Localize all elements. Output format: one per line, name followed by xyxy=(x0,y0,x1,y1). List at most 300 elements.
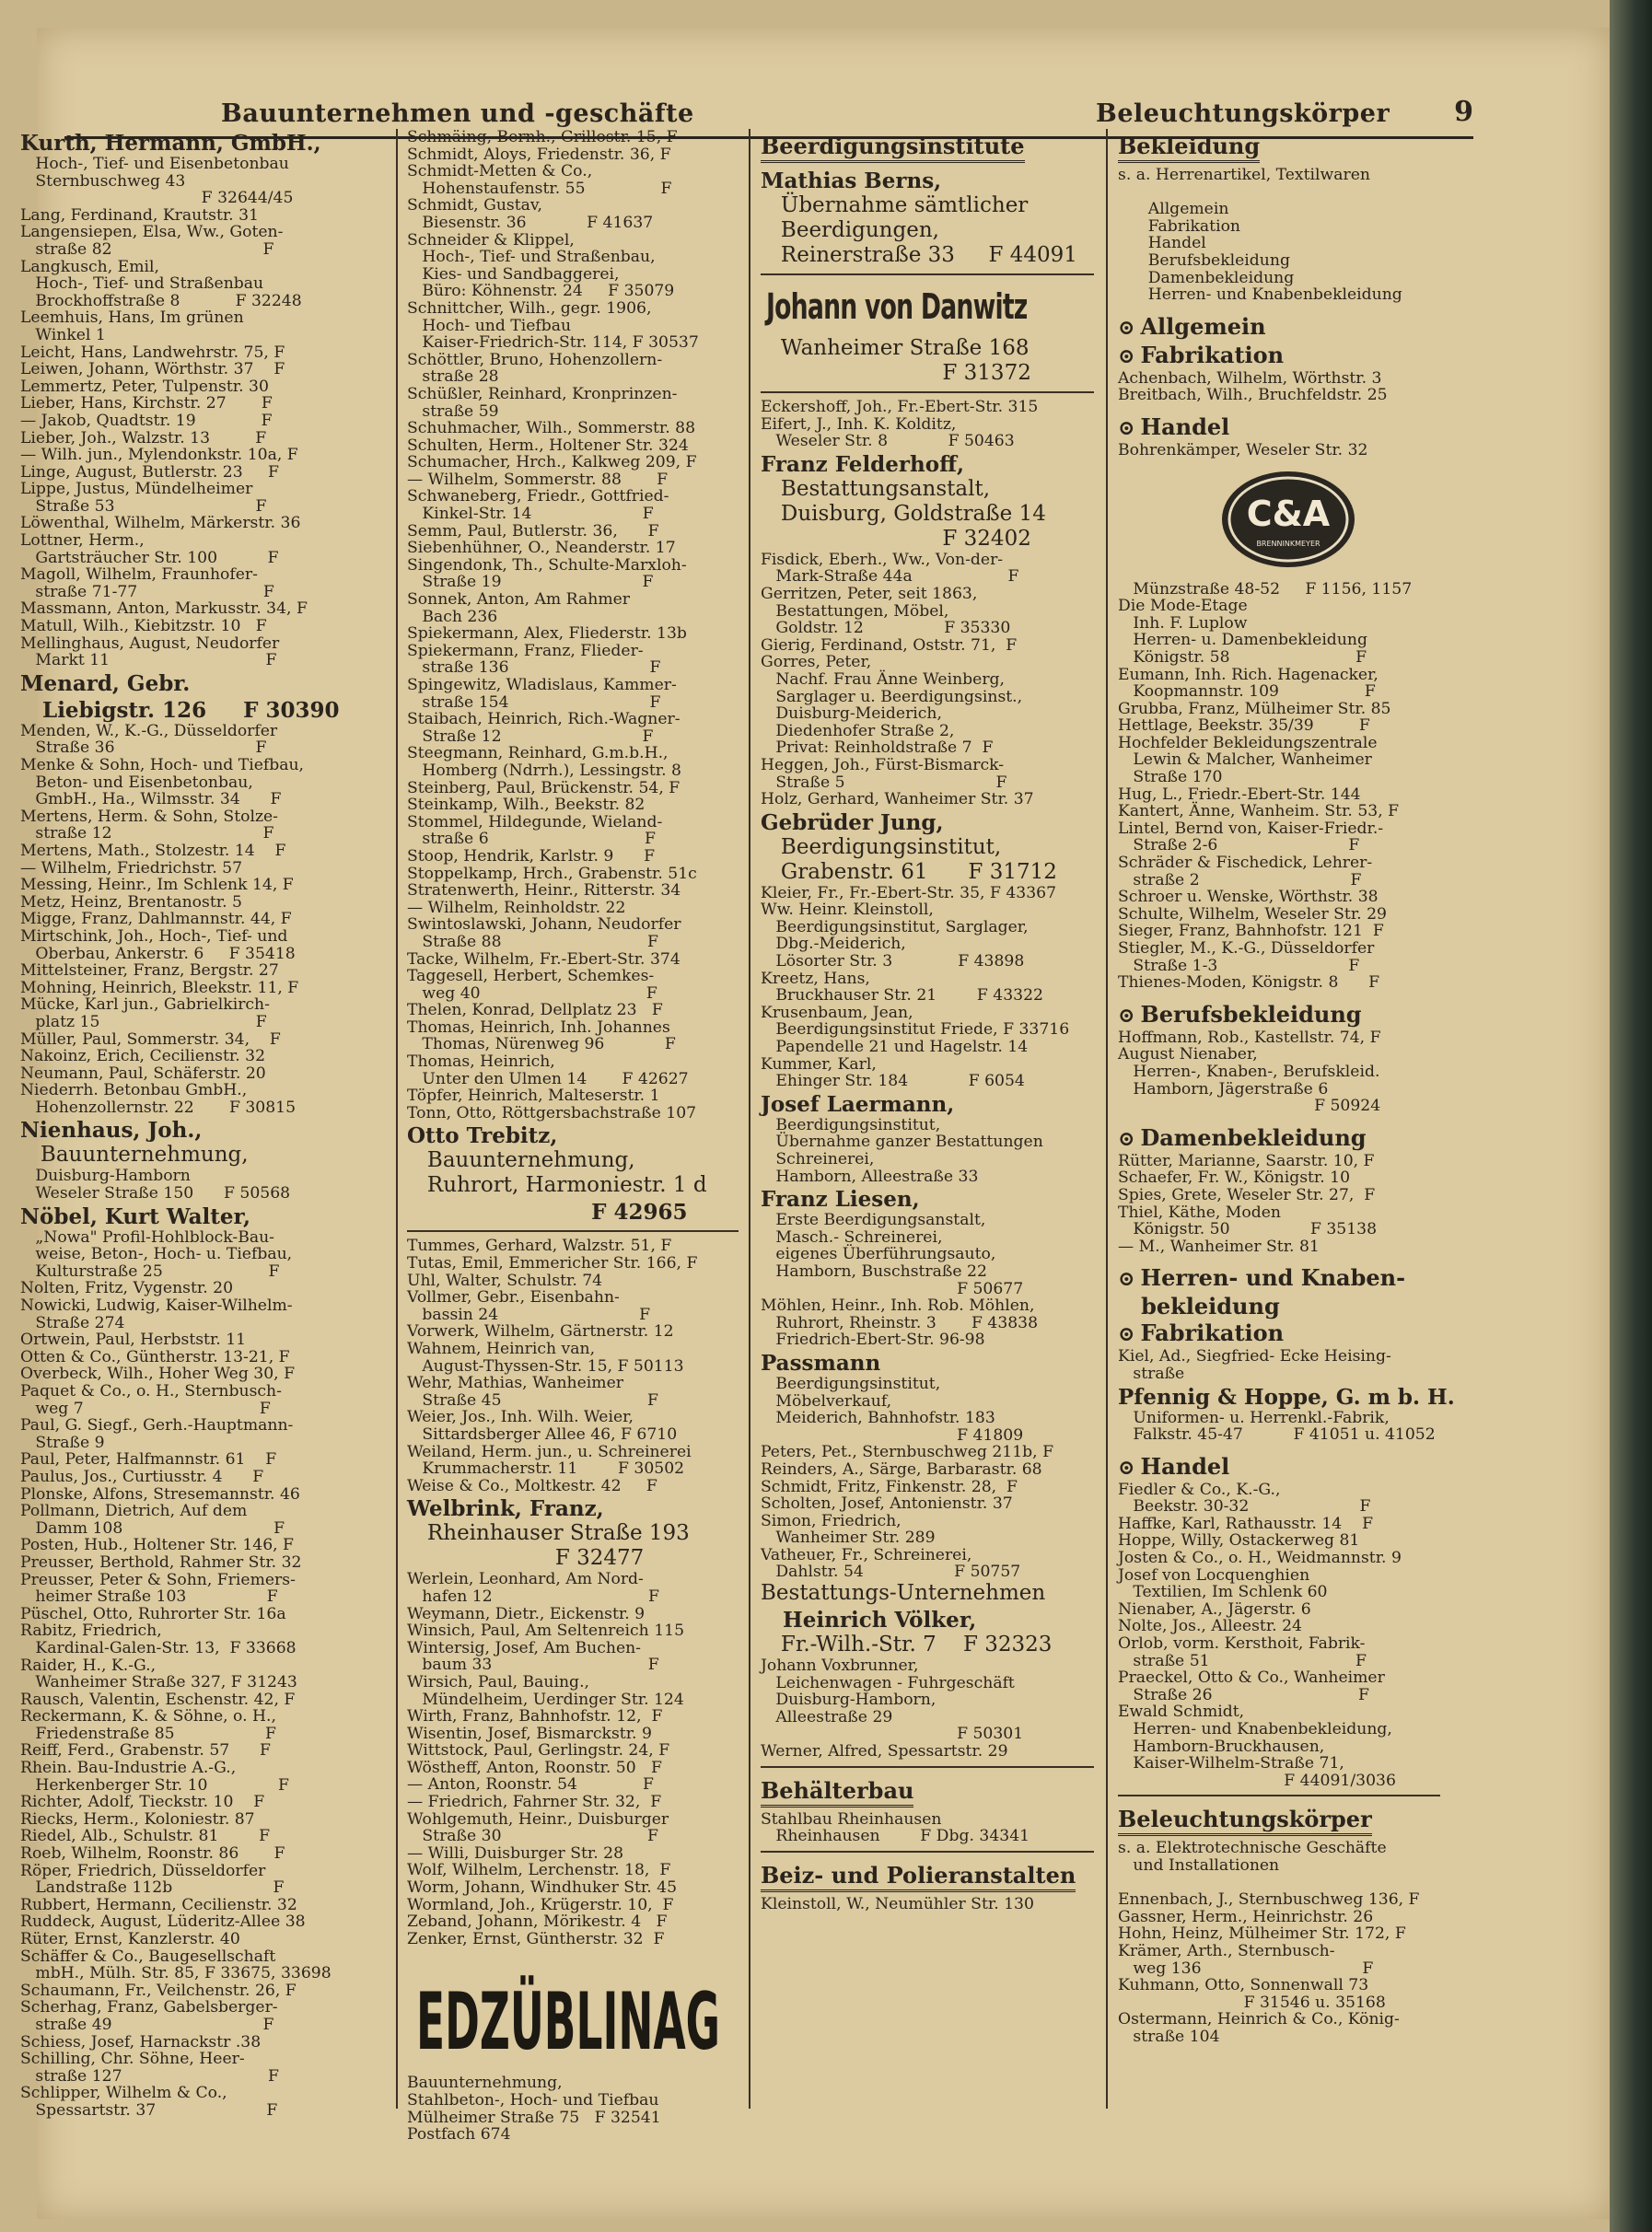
entry-line: Rheinhausen F Dbg. 34341 xyxy=(761,1827,1030,1846)
entry-line: Langensiepen, Elsa, Ww., Goten- xyxy=(20,223,284,242)
entry-line: Nachf. Frau Änne Weinberg, xyxy=(761,669,1006,689)
entry-line: Beerdigungsinstitut, xyxy=(761,1374,941,1393)
circle-dot-icon: ⊙ xyxy=(1118,415,1135,440)
entry-line: straße xyxy=(1118,1364,1185,1383)
entry-list xyxy=(1118,1482,1440,1790)
entry-line: Spiekermann, Alex, Fliederstr. 13b xyxy=(407,624,687,644)
subsection-heading: ⊙ Fabrikation xyxy=(1118,1319,1285,1347)
entry-line: Handel xyxy=(1118,234,1206,253)
subsection-heading: ⊙ Fabrikation xyxy=(1118,341,1285,368)
entry-line: GmbH., Ha., Wilmsstr. 34 F xyxy=(20,790,282,809)
entry-name: Nienhaus, Joh., xyxy=(20,1118,203,1144)
entry-list xyxy=(407,2075,739,2143)
entry-line: Winkel 1 xyxy=(20,325,106,344)
entry-line: Mohning, Heinrich, Bleekstr. 11, F xyxy=(20,978,299,997)
entry-line: Pollmann, Dietrich, Auf dem xyxy=(20,1502,248,1521)
entry-line: Stoppelkamp, Hrch., Grabenstr. 51c xyxy=(407,864,697,883)
entry-line: Schaefer, Fr. W., Königstr. 10 xyxy=(1118,1168,1351,1188)
entry-line: Herkenberger Str. 10 F xyxy=(20,1775,289,1795)
entry-line: — Wilhelm, Friedrichstr. 57 xyxy=(20,858,243,878)
entry-line: Kleier, Fr., Fr.-Ebert-Str. 35, F 43367 xyxy=(761,883,1057,902)
section-heading: Bekleidung xyxy=(1118,133,1260,163)
entry-line: weg 40 F xyxy=(407,983,657,1003)
entry-name: Passmann xyxy=(761,1350,881,1376)
circle-dot-icon: ⊙ xyxy=(1118,1267,1135,1292)
entry-line: Hamborn, Jägerstraße 6 xyxy=(1118,1079,1329,1099)
entry-line: Biesenstr. 36 F 41637 xyxy=(407,213,654,232)
entry-line: Beerdigungsinstitut Friede, F 33716 xyxy=(761,1020,1070,1040)
entry-line: hafen 12 F xyxy=(407,1587,659,1606)
entry-line: Sieger, Franz, Bahnhofstr. 121 F xyxy=(1118,922,1384,941)
section-heading: Beerdigungsinstitute xyxy=(761,133,1025,163)
entry-line: Straße 53 F xyxy=(20,496,267,516)
entry-line: Ruhrort, Harmoniestr. 1 d xyxy=(407,1173,707,1198)
entry-line: F 32402 xyxy=(761,526,1031,551)
entry-list xyxy=(20,131,389,2120)
divider xyxy=(1118,1795,1440,1796)
entry-line: Reiff, Ferd., Grabenstr. 57 F xyxy=(20,1741,271,1761)
entry-line: weise, Beton-, Hoch- u. Tiefbau, xyxy=(20,1245,293,1264)
entry-line: Eckershoff, Joh., Fr.-Ebert-Str. 315 xyxy=(761,398,1039,416)
entry-line: Josef von Locquenghien xyxy=(1118,1565,1310,1585)
entry-line: Wanheimer Straße 327, F 31243 xyxy=(20,1673,297,1692)
entry-line: Uniformen- u. Herrenkl.-Fabrik, xyxy=(1118,1408,1390,1427)
entry-line: Eifert, J., Inh. K. Kolditz, xyxy=(761,414,957,434)
entry-line: — M., Wanheimer Str. 81 xyxy=(1118,1237,1320,1256)
entry-line: straße 154 F xyxy=(407,692,661,712)
entry-name: Liebigstr. 126 F 30390 xyxy=(20,697,340,723)
entry-line: Straße 2-6 F xyxy=(1118,836,1360,855)
section-heading: Beiz- und Polieranstalten xyxy=(761,1862,1076,1892)
entry-line: und Installationen xyxy=(1118,1855,1280,1875)
entry-line: Schilling, Chr. Söhne, Heer- xyxy=(20,2050,245,2069)
entry-line: Krämer, Arth., Sternbusch- xyxy=(1118,1941,1335,1960)
header-left-title: Bauunternehmen und -geschäfte xyxy=(221,99,694,128)
entry-list xyxy=(761,1811,1094,1845)
entry-line: Unter den Ulmen 14 F 42627 xyxy=(407,1069,689,1088)
entry-line: Herren- und Knabenbekleidung, xyxy=(1118,1720,1392,1738)
entry-line: Kulturstraße 25 F xyxy=(20,1261,280,1281)
entry-line: Duisburg-Hamborn, xyxy=(761,1691,937,1710)
entry-line: Hoch-, Tief- und Straßenbau xyxy=(20,274,264,294)
entry-line: Staibach, Heinrich, Rich.-Wagner- xyxy=(407,710,681,729)
entry-line: Privat: Reinholdstraße 7 F xyxy=(761,738,994,758)
entry-line: Kaiser-Friedrich-Str. 114, F 30537 xyxy=(407,333,699,353)
entry-line: Worm, Johann, Windhuker Str. 45 xyxy=(407,1878,678,1898)
entry-line: Mertens, Herm. & Sohn, Stolze- xyxy=(20,807,278,826)
entry-name: Pfennig & Hoppe, G. m b. H. xyxy=(1118,1384,1455,1410)
entry-line: Singendonk, Th., Schulte-Marxloh- xyxy=(407,555,687,575)
danwitz-ad-title: Johann von Danwitz xyxy=(766,286,1028,327)
entry-line: Bauunternehmung, xyxy=(407,1148,635,1173)
entry-line: Müller, Paul, Sommerstr. 34, F xyxy=(20,1029,281,1049)
entry-line: Wanheimer Str. 289 xyxy=(761,1529,936,1548)
entry-line: Haffke, Karl, Rathausstr. 14 F xyxy=(1118,1514,1374,1533)
entry-line: — Friedrich, Fahrner Str. 32, F xyxy=(407,1793,662,1812)
entry-line: Weise & Co., Moltkestr. 42 F xyxy=(407,1476,657,1495)
entry-line: Peters, Pet., Sternbuschweg 211b, F xyxy=(761,1443,1054,1462)
entry-line: Nolten, Fritz, Vygenstr. 20 xyxy=(20,1279,234,1298)
entry-line: Markt 11 F xyxy=(20,651,277,670)
entry-line: Otten & Co., Güntherstr. 13-21, F xyxy=(20,1347,290,1366)
entry-line xyxy=(1118,184,1440,202)
entry-line: Linge, August, Butlerstr. 23 F xyxy=(20,462,279,482)
entry-line: Overbeck, Wilh., Hoher Weg 30, F xyxy=(20,1365,296,1384)
entry-name: Mathias Berns, xyxy=(761,169,942,193)
entry-line: Kuhmann, Otto, Sonnenwall 73 xyxy=(1118,1976,1369,1995)
subsection-heading: bekleidung xyxy=(1141,1293,1280,1320)
entry-name: F 42965 xyxy=(407,1200,688,1226)
entry-line: Töpfer, Heinrich, Malteserstr. 1 xyxy=(407,1087,660,1106)
entry-line: straße 12 F xyxy=(20,824,274,843)
entry-line: Dbg.-Meiderich, xyxy=(761,935,906,954)
entry-line: straße 51 F xyxy=(1118,1651,1367,1670)
entry-line: Sonnek, Anton, Am Rahmer xyxy=(407,590,631,610)
entry-line: Wehr, Mathias, Wanheimer xyxy=(407,1374,623,1393)
entry-line: Krusenbaum, Jean, xyxy=(761,1003,913,1022)
entry-line: Straße 30 F xyxy=(407,1827,658,1846)
entry-line: eigenes Überführungsauto, xyxy=(761,1245,996,1264)
subsection-heading: ⊙ Berufsbekleidung xyxy=(1118,1000,1362,1028)
entry-line: Langkusch, Emil, xyxy=(20,257,159,276)
entry-line: Straße 1-3 F xyxy=(1118,956,1360,975)
entry-line: Ww. Heinr. Kleinstoll, xyxy=(761,901,934,920)
entry-line: Bach 236 xyxy=(407,607,498,626)
entry-line: Hohenzollernstr. 22 F 30815 xyxy=(20,1098,297,1117)
entry-line: Tutas, Emil, Emmericher Str. 166, F xyxy=(407,1254,698,1273)
entry-line: Tacke, Wilhelm, Fr.-Ebert-Str. 374 xyxy=(407,949,681,969)
entry-line: Wintersig, Josef, Am Buchen- xyxy=(407,1638,641,1657)
entry-line: straße 59 xyxy=(407,401,499,421)
entry-line: F 50301 xyxy=(761,1725,1024,1744)
entry-line: Schnittcher, Wilh., gegr. 1906, xyxy=(407,298,652,318)
entry-line: Straße 19 F xyxy=(407,573,654,592)
entry-line: Schräder & Fischedick, Lehrer- xyxy=(1118,854,1373,873)
entry-line: Holz, Gerhard, Wanheimer Str. 37 xyxy=(761,790,1034,809)
entry-line: F 32644/45 xyxy=(20,189,294,208)
entry-line: Homberg (Ndrrh.), Lessingstr. 8 xyxy=(407,761,681,780)
entry-line xyxy=(1118,1875,1440,1892)
entry-line: August Nienaber, xyxy=(1118,1045,1258,1064)
entry-list xyxy=(1118,1840,1440,2045)
entry-line: Orlob, vorm. Kersthoit, Fabrik- xyxy=(1118,1634,1366,1654)
entry-line: Leicht, Hans, Landwehrstr. 75, F xyxy=(20,343,285,362)
entry-line: Sittardsberger Allee 46, F 6710 xyxy=(407,1424,678,1444)
entry-line: Weseler Str. 8 F 50463 xyxy=(761,432,1015,451)
entry-line: Kummer, Karl, xyxy=(761,1054,877,1074)
subsection-heading: ⊙ Allgemein xyxy=(1118,312,1266,340)
entry-line: Siebenhühner, O., Neanderstr. 17 xyxy=(407,539,676,558)
entry-line: Spies, Grete, Weseler Str. 27, F xyxy=(1118,1185,1376,1204)
entry-line: Thelen, Konrad, Dellplatz 23 F xyxy=(407,1001,663,1020)
entry-line: Die Mode-Etage xyxy=(1118,597,1248,616)
entry-line: Kantert, Änne, Wanheim. Str. 53, F xyxy=(1118,802,1400,821)
entry-line: Postfach 674 xyxy=(407,2125,511,2145)
column-rule xyxy=(1106,129,1108,2109)
entry-line: Duisburg-Meiderich, xyxy=(761,704,942,724)
entry-line: Landstraße 112b F xyxy=(20,1878,285,1898)
entry-line: Ortwein, Paul, Herbststr. 11 xyxy=(20,1331,247,1350)
entry-line: Schäffer & Co., Baugesellschaft xyxy=(20,1947,276,1966)
entry-line: Preusser, Peter & Sohn, Friemers- xyxy=(20,1570,296,1589)
entry-line: Lemmertz, Peter, Tulpenstr. 30 xyxy=(20,377,269,396)
entry-line: F 44091/3036 xyxy=(1118,1771,1396,1790)
entry-line: Lösorter Str. 3 F 43898 xyxy=(761,952,1025,971)
entry-line: Mertens, Math., Stolzestr. 14 F xyxy=(20,841,286,860)
entry-line: Posten, Hub., Holtener Str. 146, F xyxy=(20,1536,294,1555)
entry-line: Tonn, Otto, Röttgersbachstraße 107 xyxy=(407,1103,697,1122)
entry-line: Beekstr. 30-32 F xyxy=(1118,1497,1371,1517)
entry-line: Leemhuis, Hans, Im grünen xyxy=(20,308,244,328)
entry-line: Kinkel-Str. 14 F xyxy=(407,505,654,524)
entry-line: Scherhag, Franz, Gabelsberger- xyxy=(20,1998,278,2017)
entry-line: Reckermann, K. & Söhne, o. H., xyxy=(20,1707,276,1726)
entry-line: Magoll, Wilhelm, Fraunhofer- xyxy=(20,565,258,585)
entry-line: Ruhrort, Rheinstr. 3 F 43838 xyxy=(761,1313,1039,1332)
entry-line: Lottner, Herm., xyxy=(20,531,145,551)
entry-line: weg 7 F xyxy=(20,1399,271,1418)
entry-line: Spessartstr. 37 F xyxy=(20,2100,278,2120)
entry-line: Alleestraße 29 xyxy=(761,1707,893,1726)
entry-line: Übernahme sämtlicher xyxy=(761,193,1029,217)
entry-line: Reinders, A., Särge, Barbarastr. 68 xyxy=(761,1459,1042,1479)
entry-line: Schmidt, Fritz, Finkenstr. 28, F xyxy=(761,1477,1018,1496)
entry-line: Wolf, Wilhelm, Lerchenstr. 18, F xyxy=(407,1861,671,1880)
column-rule xyxy=(749,129,750,2109)
entry-line: Werner, Alfred, Spessartstr. 29 xyxy=(761,1742,1008,1761)
entry-line: — Wilhelm, Sommerstr. 88 F xyxy=(407,470,669,489)
entry-list xyxy=(761,1896,1094,1913)
entry-line: Rubbert, Hermann, Cecilienstr. 32 xyxy=(20,1895,297,1914)
ca-logo-subtitle: BRENNINKMEYER xyxy=(1256,539,1320,548)
entry-line: Thienes-Moden, Königstr. 8 F xyxy=(1118,973,1380,993)
entry-line: Erste Beerdigungsanstalt, xyxy=(761,1211,986,1230)
section-heading: Behälterbau xyxy=(761,1777,913,1808)
column-1 xyxy=(20,129,389,2120)
entry-line: Schulten, Herm., Holtener Str. 324 xyxy=(407,436,689,455)
zublin-logo-text: EDZÜBLINAG xyxy=(416,1976,991,2069)
entry-line: mbH., Mülh. Str. 85, F 33675, 33698 xyxy=(20,1964,332,1983)
entry-line: bassin 24 F xyxy=(407,1305,651,1324)
entry-line: Koopmannstr. 109 F xyxy=(1118,682,1376,702)
entry-line: Rhein. Bau-Industrie A.-G., xyxy=(20,1759,237,1778)
entry-line: Josten & Co., o. H., Weidmannstr. 9 xyxy=(1118,1549,1402,1568)
entry-line: Püschel, Otto, Ruhrorter Str. 16a xyxy=(20,1604,286,1623)
entry-line: s. a. Elektrotechnische Geschäfte xyxy=(1118,1839,1387,1858)
entry-line: Mündelheim, Uerdinger Str. 124 xyxy=(407,1690,684,1709)
entry-line: Hoffmann, Rob., Kastellstr. 74, F xyxy=(1118,1028,1381,1047)
entry-line: Wormland, Joh., Krügerstr. 10, F xyxy=(407,1895,674,1914)
entry-line: Beerdigungsinstitut, Sarglager, xyxy=(761,917,1029,936)
entry-list xyxy=(407,129,739,1225)
subsection-heading: ⊙ Herren- und Knaben- xyxy=(1118,1264,1406,1292)
entry-line: Riedel, Alb., Schulstr. 81 F xyxy=(20,1827,271,1846)
entry-line: Thomas, Heinrich, xyxy=(407,1052,555,1072)
entry-line: Mittelsteiner, Franz, Bergstr. 27 xyxy=(20,961,279,981)
entry-line: Sternbuschweg 43 xyxy=(20,171,186,191)
entry-line: Spiekermann, Franz, Flieder- xyxy=(407,641,644,660)
entry-line: Damm 108 F xyxy=(20,1518,285,1538)
entry-line: Herren-, Knaben-, Berufskleid. xyxy=(1118,1062,1380,1081)
entry-line: Weseler Straße 150 F 50568 xyxy=(20,1184,291,1203)
entry-line: Straße 5 F xyxy=(761,773,1007,792)
entry-line: Beerdigungen, xyxy=(761,218,939,242)
entry-line: Sarglager u. Beerdigungsinst., xyxy=(761,687,1023,706)
entry-line: Beton- und Eisenbetonbau, xyxy=(20,773,253,792)
entry-line: Beerdigungsinstitut, xyxy=(761,834,1002,859)
entry-line: Kleinstoll, W., Neumühler Str. 130 xyxy=(761,1894,1034,1913)
zublin-logo xyxy=(416,1957,991,2069)
entry-line: Berufsbekleidung xyxy=(1118,250,1290,270)
entry-line: Gierig, Ferdinand, Oststr. 71, F xyxy=(761,635,1018,655)
entry-line: Straße 36 F xyxy=(20,738,267,758)
entry-name: Franz Liesen, xyxy=(761,1187,920,1213)
entry-line: Raider, H., K.-G., xyxy=(20,1656,157,1675)
entry-line: Hamborn-Bruckhausen, xyxy=(1118,1737,1325,1756)
entry-line: Rausch, Valentin, Eschenstr. 42, F xyxy=(20,1690,296,1709)
entry-line: straße 71-77 F xyxy=(20,582,274,601)
entry-line: Achenbach, Wilhelm, Wörthstr. 3 xyxy=(1118,368,1382,388)
subsection-heading: ⊙ Handel xyxy=(1118,413,1230,440)
entry-line: Leichenwagen - Fuhrgeschäft xyxy=(761,1673,1015,1692)
entry-line: Damenbekleidung xyxy=(1118,268,1295,287)
entry-line: Winsich, Paul, Am Seltenreich 115 xyxy=(407,1622,685,1641)
entry-name: Franz Felderhoff, xyxy=(761,451,964,477)
entry-line: Gassner, Herm., Heinrichstr. 26 xyxy=(1118,1907,1374,1926)
entry-list xyxy=(1118,1153,1440,1256)
entry-line: Stahlbau Rheinhausen xyxy=(761,1809,942,1829)
entry-line: August-Thyssen-Str. 15, F 50113 xyxy=(407,1356,684,1376)
entry-line: Praeckel, Otto & Co., Wanheimer xyxy=(1118,1668,1385,1688)
entry-name: Gebrüder Jung, xyxy=(761,809,944,835)
entry-name: Josef Laermann, xyxy=(761,1091,955,1117)
entry-line: Paulus, Jos., Curtiusstr. 4 F xyxy=(20,1467,264,1486)
entry-line: Hoch- und Tiefbau xyxy=(407,316,572,335)
entry-line: F 32477 xyxy=(407,1546,645,1571)
entry-line: Nakoinz, Erich, Cecilienstr. 32 xyxy=(20,1047,266,1066)
entry-line: Roeb, Wilhelm, Roonstr. 86 F xyxy=(20,1844,285,1864)
entry-line: Bohrenkämper, Weseler Str. 32 xyxy=(1118,440,1368,459)
entry-line: Fabrikation xyxy=(1118,216,1240,236)
entry-line: Grubba, Franz, Mülheimer Str. 85 xyxy=(1118,699,1391,718)
entry-line: Hug, L., Friedr.-Ebert-Str. 144 xyxy=(1118,785,1361,804)
divider xyxy=(761,391,1094,393)
entry-line: Paul, G. Siegf., Gerh.-Hauptmann- xyxy=(20,1416,294,1436)
divider xyxy=(761,1766,1094,1768)
entry-line: Goldstr. 12 F 35330 xyxy=(761,619,1011,638)
entry-line: Uhl, Walter, Schulstr. 74 xyxy=(407,1271,603,1290)
entry-list xyxy=(1118,1029,1440,1115)
entry-line: Lieber, Joh., Walzstr. 13 F xyxy=(20,428,267,448)
entry-line: Straße 274 xyxy=(20,1313,125,1332)
entry-line: Bestattungsanstalt, xyxy=(761,476,991,501)
entry-line: straße 82 F xyxy=(20,239,274,259)
entry-line: Breitbach, Wilh., Bruchfeldstr. 25 xyxy=(1118,386,1388,405)
entry-line: Swintoslawski, Johann, Neudorfer xyxy=(407,915,681,935)
book-binding xyxy=(1610,0,1652,2232)
entry-line: Lintel, Bernd von, Kaiser-Friedr.- xyxy=(1118,819,1384,838)
entry-line: Schmidt, Aloys, Friedenstr. 36, F xyxy=(407,145,671,164)
entry-line: Nowicki, Ludwig, Kaiser-Wilhelm- xyxy=(20,1296,293,1316)
entry-line: Lewin & Malcher, Wanheimer xyxy=(1118,750,1372,770)
entry-line: Menke & Sohn, Hoch- und Tiefbau, xyxy=(20,756,305,774)
entry-line: Schüßler, Reinhard, Kronprinzen- xyxy=(407,384,678,403)
entry-line: Schlipper, Wilhelm & Co., xyxy=(20,2084,227,2103)
entry-line: straße 127 F xyxy=(20,2066,279,2086)
ca-logo xyxy=(1219,469,1357,570)
entry-line: Fr.-Wilh.-Str. 7 F 32323 xyxy=(761,1633,1053,1657)
entry-line: Schaumann, Fr., Veilchenstr. 26, F xyxy=(20,1981,297,2000)
entry-name: Welbrink, Franz, xyxy=(407,1496,604,1522)
entry-list xyxy=(1118,1347,1455,1445)
entry-line: Paquet & Co., o. H., Sternbusch- xyxy=(20,1382,282,1401)
entry-line: Papendelle 21 und Hagelstr. 14 xyxy=(761,1038,1029,1057)
circle-dot-icon: ⊙ xyxy=(1118,1322,1135,1347)
entry-line: Wanheimer Straße 168 xyxy=(761,336,1030,360)
divider xyxy=(761,273,1094,275)
entry-line: weg 136 F xyxy=(1118,1959,1374,1978)
entry-line: straße 6 F xyxy=(407,830,656,849)
entry-line: Niederrh. Betonbau GmbH., xyxy=(20,1081,248,1100)
entry-line: — Anton, Roonstr. 54 F xyxy=(407,1775,654,1795)
entry-line: Wittstock, Paul, Gerlingstr. 24, F xyxy=(407,1741,670,1761)
entry-line: — Willi, Duisburger Str. 28 xyxy=(407,1843,624,1863)
entry-line: Gerritzen, Peter, seit 1863, xyxy=(761,584,978,603)
entry-line: Straße 88 F xyxy=(407,932,658,951)
entry-line: Straße 45 F xyxy=(407,1390,658,1410)
entry-line: Schreinerei, xyxy=(761,1150,875,1168)
entry-line: Menden, W., K.-G., Düsseldorfer xyxy=(20,721,278,740)
entry-line: Fisdick, Eberh., Ww., Von-der- xyxy=(761,550,1004,569)
entry-line: platz 15 F xyxy=(20,1012,267,1031)
entry-line: Wirsich, Paul, Bauing., xyxy=(407,1672,589,1691)
entry-line: heimer Straße 103 F xyxy=(20,1587,278,1607)
entry-line: Ewald Schmidt, xyxy=(1118,1703,1245,1722)
entry-line: Thiel, Käthe, Moden xyxy=(1118,1203,1281,1222)
entry-line: Schmäing, Bernh., Grillostr. 15, F xyxy=(407,128,678,146)
entry-line: Vatheuer, Fr., Schreinerei, xyxy=(761,1545,972,1564)
entry-line: Ennenbach, J., Sternbuschweg 136, F xyxy=(1118,1890,1420,1910)
entry-line: Brockhoffstraße 8 F 32248 xyxy=(20,291,302,310)
entry-line: Straße 12 F xyxy=(407,727,654,746)
subsection-heading: ⊙ Damenbekleidung xyxy=(1118,1123,1367,1151)
entry-line: Straße 26 F xyxy=(1118,1685,1369,1704)
entry-line: Ruddeck, August, Lüderitz-Allee 38 xyxy=(20,1912,306,1932)
entry-line: Schöttler, Bruno, Hohenzollern- xyxy=(407,350,663,369)
entry-line: Schneider & Klippel, xyxy=(407,230,575,250)
entry-line: Stratenwerth, Heinr., Ritterstr. 34 xyxy=(407,881,681,901)
entry-line: Eumann, Inh. Rich. Hagenacker, xyxy=(1118,665,1379,684)
entry-line: baum 33 F xyxy=(407,1656,659,1675)
entry-name: Otto Trebitz, xyxy=(407,1123,558,1149)
entry-line: Neumann, Paul, Schäferstr. 20 xyxy=(20,1064,266,1083)
entry-line: F 50677 xyxy=(761,1279,1024,1298)
column-4 xyxy=(1118,129,1455,2046)
entry-line: Bauunternehmung, xyxy=(20,1143,249,1168)
entry-line: Thomas, Nürenweg 96 F xyxy=(407,1035,676,1054)
entry-line: Schulte, Wilhelm, Weseler Str. 29 xyxy=(1118,904,1387,924)
entry-line: Lieber, Hans, Kirchstr. 27 F xyxy=(20,394,273,413)
entry-line: Friedrich-Ebert-Str. 96-98 xyxy=(761,1331,985,1350)
entry-line: Wisentin, Josef, Bismarckstr. 9 xyxy=(407,1724,652,1743)
entry-line: Stommel, Hildegunde, Wieland- xyxy=(407,812,663,831)
entry-line: F 31546 u. 35168 xyxy=(1118,1993,1386,2012)
entry-line: Möbelverkauf, xyxy=(761,1391,892,1411)
entry-line: straße 2 F xyxy=(1118,870,1362,889)
entry-line: Johann Voxbrunner, xyxy=(761,1657,919,1676)
entry-line: Simon, Friedrich, xyxy=(761,1511,902,1530)
entry-line: Hoppe, Willy, Ostackerweg 81 xyxy=(1118,1531,1360,1551)
